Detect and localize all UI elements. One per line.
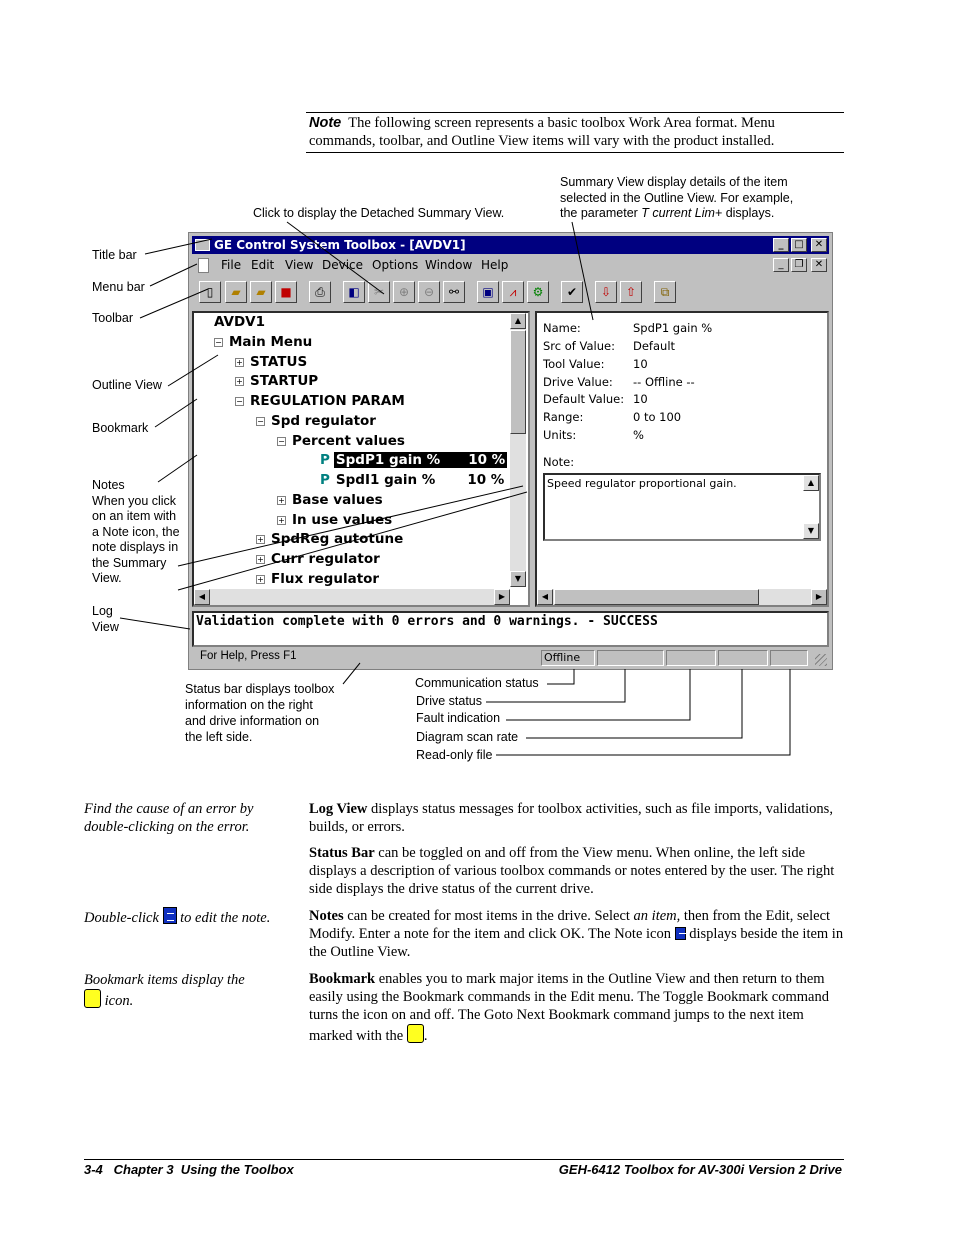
- window-title: GE Control System Toolbox - [AVDV1]: [214, 238, 466, 252]
- zoom-in-icon[interactable]: ⊕: [393, 281, 415, 303]
- note-scroll-down-icon[interactable]: ▼: [803, 523, 819, 539]
- menu-bar: [192, 255, 829, 275]
- scroll-up-icon[interactable]: ▲: [510, 313, 526, 329]
- log-message[interactable]: Validation complete with 0 errors and 0 warnings. - SUCCESS: [196, 614, 658, 629]
- scroll-down-icon[interactable]: ▼: [510, 571, 526, 587]
- tree-item-in-use-values[interactable]: + In use values: [278, 512, 393, 528]
- callout-drive-status: Drive status: [416, 694, 482, 708]
- callout-comm-status: Communication status: [415, 676, 539, 690]
- menu-file[interactable]: File: [221, 258, 242, 272]
- scroll-thumb[interactable]: [510, 330, 526, 434]
- summary-note-label: Note:: [543, 455, 575, 469]
- status-read-only: [770, 650, 808, 666]
- menu-device[interactable]: Device: [322, 258, 364, 272]
- callout-title-bar: Title bar: [92, 248, 137, 262]
- tree-item-curr-regulator[interactable]: + Curr regulator: [257, 551, 380, 567]
- footer-right: GEH-6412 Toolbox for AV-300i Version 2 Drive: [558, 1162, 842, 1177]
- summary-note-text: Speed regulator proportional gain.: [547, 477, 737, 490]
- note-bottom-rule: [306, 152, 844, 153]
- menu-options[interactable]: Options: [372, 258, 419, 272]
- detached-summary-icon[interactable]: ◧: [343, 281, 365, 303]
- tree-item-percent-values[interactable]: − Percent values: [278, 433, 405, 449]
- note-scroll-up-icon[interactable]: ▲: [803, 475, 819, 491]
- side-note-bookmark: Bookmark items display the icon.: [84, 972, 245, 1009]
- callout-status-bar: Status bar displays toolbox information on the right and drive information on the left side.: [185, 682, 335, 744]
- status-help-text: For Help, Press F1: [200, 650, 297, 662]
- tree-item-flux-regulator[interactable]: + Flux regulator: [257, 571, 380, 587]
- doc-close-button[interactable]: ✕: [811, 258, 827, 272]
- bookmark-icon-inline: [84, 989, 101, 1008]
- status-bar: [192, 647, 829, 669]
- note-icon-inline: [163, 907, 177, 924]
- tree-item-spdreg-autotune[interactable]: + SpdReg autotune: [257, 531, 404, 547]
- doc-restore-button[interactable]: ❐: [791, 258, 807, 272]
- toolbar: [192, 279, 829, 307]
- trend-icon[interactable]: ⩘: [502, 281, 524, 303]
- status-scan-rate: [718, 650, 768, 666]
- callout-detached: Click to display the Detached Summary View.: [253, 206, 505, 220]
- callout-read-only: Read-only file: [416, 748, 493, 762]
- note-icon-body: [675, 927, 686, 940]
- callout-menu-bar: Menu bar: [92, 280, 145, 294]
- zoom-out-icon[interactable]: ⊖: [418, 281, 440, 303]
- tree-item-startup[interactable]: + STARTUP: [236, 373, 319, 389]
- callout-log-view: Log View: [92, 604, 119, 634]
- callout-notes: Notes When you click on an item with a Note icon, the note displays in the Summary View.: [92, 478, 180, 585]
- doc-icon: [198, 258, 209, 273]
- menu-window[interactable]: Window: [425, 258, 473, 272]
- menu-view[interactable]: View: [285, 258, 314, 272]
- log-view[interactable]: [192, 611, 829, 647]
- status-communication: Offline: [541, 650, 595, 666]
- side-note-log: Find the cause of an error by double-clicking on the error.: [84, 801, 254, 835]
- side-note-notes: Double-click to edit the note.: [84, 907, 294, 927]
- monitor-icon[interactable]: ▣: [477, 281, 499, 303]
- outline-view: [192, 311, 530, 607]
- close-button[interactable]: ✕: [811, 238, 827, 252]
- title-bar: [192, 236, 829, 254]
- note-label: Note: [309, 115, 342, 131]
- tree-item-spdp1-gain[interactable]: P SpdP1 gain % 10 %: [320, 452, 506, 468]
- outline-horizontal-scrollbar[interactable]: [194, 589, 510, 605]
- tree-item-base-values[interactable]: + Base values: [278, 492, 383, 508]
- tree-item-regulation-param[interactable]: − REGULATION PARAM: [236, 393, 405, 409]
- new-file-icon[interactable]: ▯: [199, 281, 221, 303]
- tree-root[interactable]: AVDV1: [214, 314, 266, 330]
- scroll-left-icon[interactable]: ◀: [194, 589, 210, 605]
- summary-note-box[interactable]: [543, 473, 821, 541]
- callout-toolbar: Toolbar: [92, 311, 133, 325]
- summary-scroll-left-icon[interactable]: ◀: [537, 589, 553, 605]
- minimize-button[interactable]: _: [773, 238, 789, 252]
- note-text: The following screen represents a basic toolbox Work Area format. Menu commands, toolbar, and Outline View items will vary with the product installed.: [309, 115, 775, 149]
- callout-summary-view: [560, 175, 793, 222]
- callout-summary-line2: selected in the Outline View. For example,: [560, 190, 794, 205]
- status-fault: [666, 650, 716, 666]
- tree-item-status[interactable]: + STATUS: [236, 354, 308, 370]
- scroll-right-icon[interactable]: ▶: [494, 589, 510, 605]
- doc-minimize-button[interactable]: _: [773, 258, 789, 272]
- tree-item-spd-regulator[interactable]: − Spd regulator: [257, 413, 376, 429]
- menu-help[interactable]: Help: [481, 258, 509, 272]
- menu-edit[interactable]: Edit: [251, 258, 275, 272]
- note-block: [309, 114, 839, 150]
- status-drive: [597, 650, 664, 666]
- save-icon[interactable]: ■: [275, 281, 297, 303]
- footer-left: 3-4 Chapter 3 Using the Toolbox: [84, 1162, 294, 1177]
- callout-fault: Fault indication: [416, 711, 501, 725]
- toolbox-window: [188, 232, 833, 670]
- callout-bookmark: Bookmark: [92, 421, 149, 435]
- section-bookmark: Bookmark enables you to mark major items in the Outline View and then return to them easily using the Bookmark commands in the Edit menu. The Toggle Bookmark command turns the icon on and off. The Goto Next Bookmark command jumps to the next item marked with the .: [309, 971, 829, 1044]
- tree-item-spdi1-gain[interactable]: P SpdI1 gain % 10 %: [320, 472, 505, 488]
- outline-vertical-scrollbar[interactable]: [510, 313, 526, 587]
- summary-horizontal-scrollbar[interactable]: [537, 589, 827, 605]
- callout-summary-line3: the parameter T current Lim+ displays.: [560, 206, 775, 220]
- open-device-icon[interactable]: ▰: [250, 281, 272, 303]
- summary-view: Name: SpdP1 gain % Src of Value: Default Tool Value: 10 Drive Value: -- Offline -- Default Value: 10 Range: 0 to 100 Units: % Note: Speed regulator proportional gain. ▲ ▼ ◀ ▶: [535, 311, 829, 607]
- maximize-button[interactable]: □: [791, 238, 807, 252]
- app-icon: [195, 239, 210, 251]
- open-folder-icon[interactable]: ▰: [225, 281, 247, 303]
- section-notes: Notes can be created for most items in the drive. Select an item, then from the Edit, select Modify. Enter a note for the item and click OK. The Note icon displays beside the item in the Outline View.: [309, 908, 844, 960]
- upload-icon[interactable]: ⇧: [620, 281, 642, 303]
- resize-grip-icon[interactable]: [815, 654, 827, 666]
- print-icon[interactable]: ⎙: [309, 281, 331, 303]
- callout-summary-line1: Summary View display details of the item: [560, 175, 788, 189]
- validate-icon[interactable]: ✔: [561, 281, 583, 303]
- callout-outline-view: Outline View: [92, 378, 162, 392]
- find-icon[interactable]: ⚯: [443, 281, 465, 303]
- callout-scan-rate: Diagram scan rate: [416, 730, 519, 744]
- tune-icon[interactable]: ⚙: [527, 281, 549, 303]
- summary-scroll-thumb[interactable]: [554, 589, 759, 605]
- section-log-view: Log View displays status messages for toolbox activities, such as file imports, validations, builds, or errors.: [309, 801, 833, 835]
- compare-icon[interactable]: ⧉: [654, 281, 676, 303]
- note-top-rule: [306, 112, 844, 113]
- footer-rule: [84, 1159, 844, 1160]
- tree-item-main-menu[interactable]: − Main Menu: [215, 334, 313, 350]
- section-status-bar: Status Bar can be toggled on and off from the View menu. When online, the left side displays a description of various toolbox commands or notes entered by the user. The right side displays the drive status of the current drive.: [309, 845, 835, 897]
- download-icon[interactable]: ⇩: [595, 281, 617, 303]
- cut-icon[interactable]: ✂: [368, 281, 390, 303]
- summary-scroll-right-icon[interactable]: ▶: [811, 589, 827, 605]
- bookmark-icon-body: [407, 1024, 424, 1043]
